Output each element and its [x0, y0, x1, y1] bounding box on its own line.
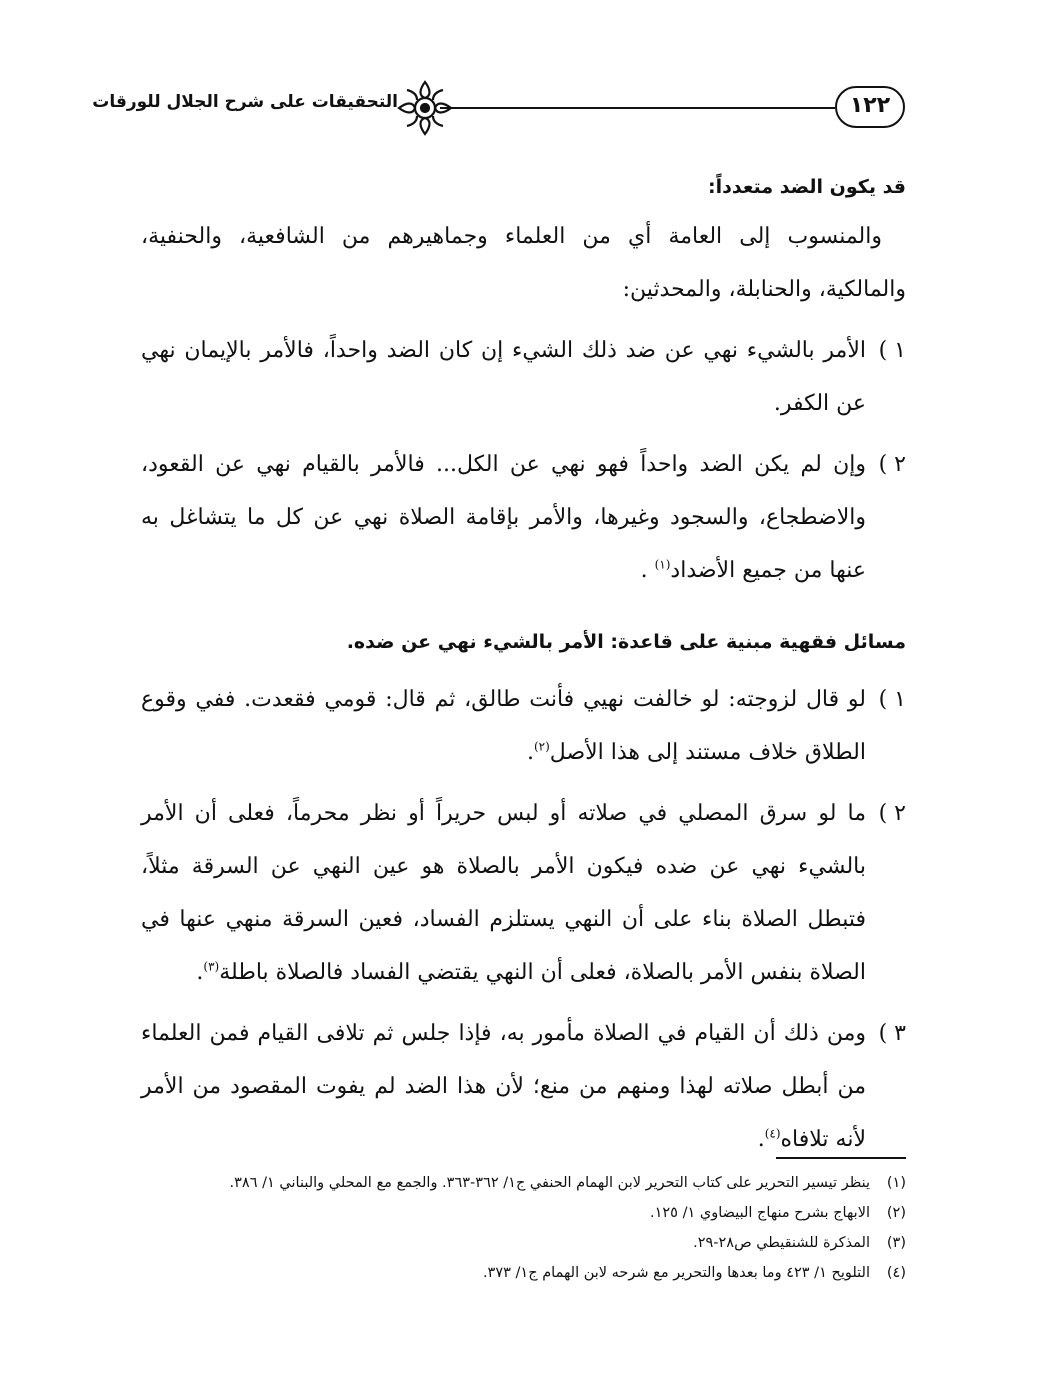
list-number: ١ ) [878, 338, 906, 363]
list-text: لو قال لزوجته: لو خالفت نهيي فأنت طالق، ثم قال: قومي فقعدت. ففي وقوع الطلاق خلاف مستند إلى هذا الأصل [141, 687, 866, 765]
footnote-ref: (٤) [764, 1126, 781, 1141]
list-tail: . [526, 740, 534, 765]
footnote-text: الابهاج بشرح منهاج البيضاوي ١/ ١٢٥. [650, 1205, 870, 1221]
list-item [141, 673, 906, 779]
page-header [92, 76, 905, 146]
footnote-rule [776, 1157, 906, 1159]
list-text: الأمر بالشيء نهي عن ضد ذلك الشيء إن كان الضد واحداً، فالأمر بالإيمان نهي عن الكفر. [141, 338, 866, 416]
footnote-number: (١) [886, 1175, 906, 1191]
header-rule [440, 107, 835, 109]
list-number: ٢ ) [878, 452, 906, 477]
footnote-ref: (٢) [533, 739, 550, 754]
footnote [141, 1228, 906, 1258]
footnote-text: المذكرة للشنقيطي ص٢٨-٢٩. [693, 1235, 870, 1251]
footnote-number: (٣) [886, 1235, 906, 1251]
list-number: ٢ ) [878, 801, 906, 826]
list-text: ما لو سرق المصلي في صلاته أو لبس حريراً أو نظر محرماً، فعلى أن الأمر بالشيء نهي عن ضده فيكون الأمر بالصلاة هو عين النهي عن السرقة مثلاً، فتبطل الصلاة بناء على أن النهي يستلزم الفساد، فعين السرقة منهي عنها في الصلاة بنفس الأمر بالصلاة، فعلى أن النهي يقتضي الفساد فالصلاة باطلة [141, 801, 866, 985]
footnote-ref: (١) [654, 557, 671, 572]
footnote [141, 1258, 906, 1288]
ornament-icon [395, 78, 455, 138]
list-text: وإن لم يكن الضد واحداً فهو نهي عن الكل... فالأمر بالقيام نهي عن القعود، والاضطجاع، والسجود وغيرها، والأمر بإقامة الصلاة نهي عن كل ما يتشاغل به عنها من جميع الأضداد [141, 452, 866, 583]
list-item [141, 787, 906, 999]
intro-paragraph: والمنسوب إلى العامة أي من العلماء وجماهيرهم من الشافعية، والحنفية، والمالكية، والحنابلة، والمحدثين: [141, 224, 906, 302]
footnote-number: (٤) [886, 1265, 906, 1281]
page-number: ١٢٢ [835, 86, 905, 128]
list-item [141, 438, 906, 597]
footnote [141, 1198, 906, 1228]
footnote-text: التلويح ١/ ٤٢٣ وما بعدها والتحرير مع شرحه لابن الهمام ج١/ ٣٧٣. [482, 1265, 870, 1281]
list-item [141, 1007, 906, 1166]
footnote-text: ينظر تيسير التحرير على كتاب التحرير لابن الهمام الحنفي ج١/ ٣٦٢-٣٦٣. والجمع مع المحلي والبناني ١/ ٣٨٦. [229, 1175, 870, 1191]
footnote [141, 1168, 906, 1198]
footnote-number: (٢) [886, 1205, 906, 1221]
list-text: ومن ذلك أن القيام في الصلاة مأمور به، فإذا جلس ثم تلافى القيام فمن العلماء من أبطل صلاته لهذا ومنهم من منع؛ لأن هذا الضد لم يفوت المقصود من الأمر لأنه تلافاه [141, 1021, 866, 1152]
list-item [141, 324, 906, 430]
list-tail: . [640, 558, 655, 583]
running-title: التحقيقات على شرح الجلال للورقات [92, 92, 398, 112]
main-text [141, 170, 906, 1166]
section-heading-2: مسائل فقهية مبنية على قاعدة: الأمر بالشيء نهي عن ضده. [346, 631, 906, 653]
list-number: ٣ ) [878, 1021, 906, 1046]
list-tail: . [757, 1127, 765, 1152]
footnotes [141, 1168, 906, 1288]
list-number: ١ ) [878, 687, 906, 712]
footnote-ref: (٣) [203, 959, 220, 974]
list-tail: . [196, 960, 204, 985]
section-heading-1: قد يكون الضد متعدداً: [708, 176, 906, 198]
